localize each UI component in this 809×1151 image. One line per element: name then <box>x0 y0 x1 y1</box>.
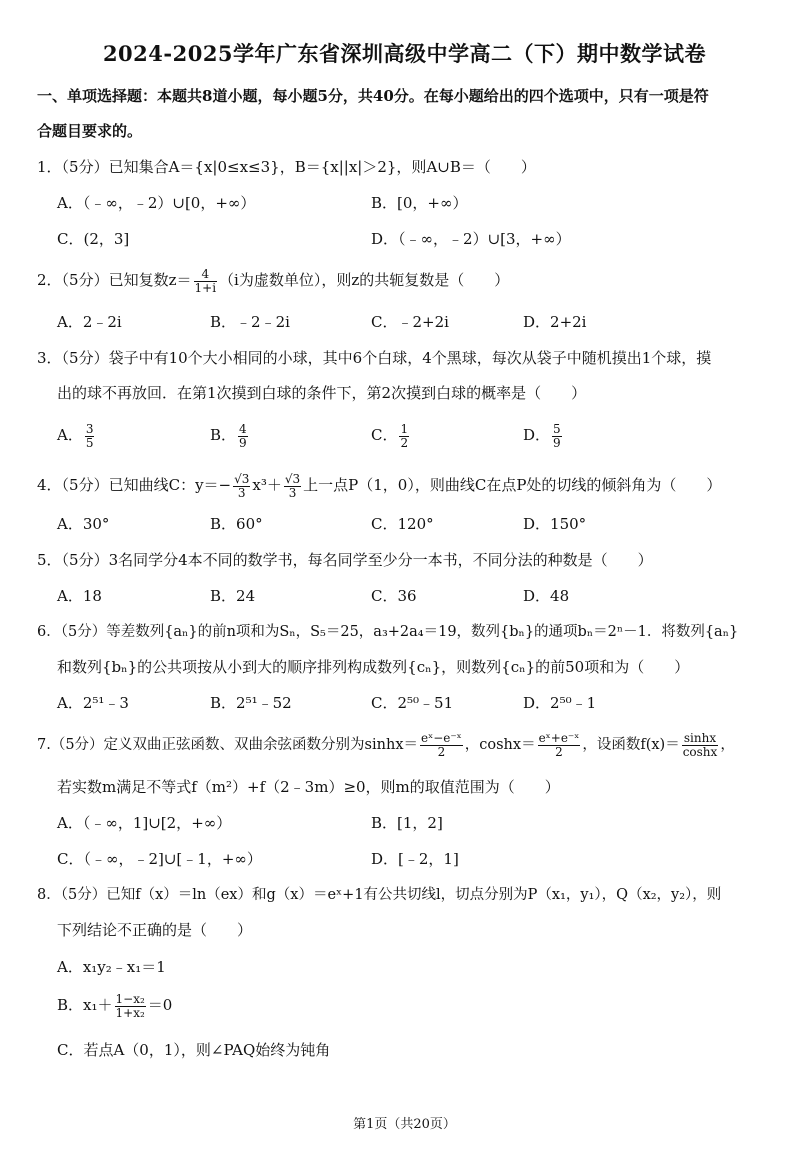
q4-frac2-num: √3 <box>284 471 301 486</box>
q6-stem-line2: 和数列{bₙ}的公共项按从小到大的顺序排列构成数列{cₙ}，则数列{cₙ}的前50项和为（ ） <box>57 658 690 676</box>
q3-c-den: 2 <box>400 435 409 450</box>
q7-option-c: C．（﹣∞，﹣2]∪[﹣1，+∞） <box>57 850 262 868</box>
q6-option-a: A．2⁵¹﹣3 <box>57 694 129 712</box>
q3-b-den: 9 <box>239 435 247 450</box>
q6-stem-line1: 6．（5分）等差数列{aₙ}的前n项和为Sₙ，S₅＝25，a₃+2a₄＝19，数列{bₙ}的通项bₙ＝2ⁿ－1．将数列{aₙ} <box>37 624 739 640</box>
q3-option-b-label: B． <box>210 426 237 444</box>
q3-option-c-label: C． <box>371 426 398 444</box>
q8-stem-line2: 下列结论不正确的是（ ） <box>57 921 253 939</box>
q2-stem <box>37 265 509 295</box>
q3-a-num: 3 <box>85 421 94 436</box>
q7-frac1-den: 2 <box>437 744 446 759</box>
q2-option-a: A．2﹣2i <box>57 313 122 331</box>
q1-stem: 1．（5分）已知集合A＝{x|0≤x≤3}，B＝{x||x|＞2}，则A∪B＝（ ） <box>37 158 536 176</box>
q8-stem-line1: 8．（5分）已知f（x）＝ln（ex）和g（x）＝eˣ+1有公共切线l，切点分别为P（x₁，y₁），Q（x₂，y₂），则 <box>37 887 722 903</box>
q4-stem <box>37 470 721 500</box>
q4-option-b: B．60° <box>210 515 263 533</box>
page-title: 2024-2025学年广东省深圳高级中学高二（下）期中数学试卷 <box>102 41 707 66</box>
q6-option-b: B．2⁵¹﹣52 <box>210 694 292 712</box>
q3-a-den: 5 <box>85 435 94 450</box>
q7-frac1-num: eˣ−e⁻ˣ <box>421 730 462 745</box>
q7-stem <box>37 730 735 760</box>
q4-stem-mid: x³＋ <box>252 476 282 494</box>
q7-stem-mid: ，coshx＝ <box>464 737 536 753</box>
q8-option-b-pre: B．x₁＋ <box>57 996 113 1014</box>
q4-frac1-den: 3 <box>237 485 246 500</box>
q7-stem-mid2: ，设函数f(x)＝ <box>582 737 680 753</box>
q7-frac2-num: eˣ+e⁻ˣ <box>538 730 580 745</box>
q8-option-b-post: ＝0 <box>147 996 173 1014</box>
section-header-line2: 合题目要求的。 <box>37 122 143 140</box>
q7-frac2-den: 2 <box>555 744 563 759</box>
q6-option-d: D．2⁵⁰﹣1 <box>523 694 597 712</box>
q4-frac2-den: 3 <box>288 485 297 500</box>
q4-option-a: A．30° <box>57 515 110 533</box>
q7-stem-line2: 若实数m满足不等式f（m²）+f（2﹣3m）≥0，则m的取值范围为（ ） <box>57 778 560 796</box>
q7-option-b: B．[1，2] <box>371 814 443 832</box>
q3-option-b <box>210 420 250 450</box>
q2-stem-post: （i为虚数单位），则z的共轭复数是（ ） <box>219 271 510 289</box>
q2-fraction <box>194 268 218 295</box>
q5-option-d: D．48 <box>523 587 570 605</box>
q8-option-a: A．x₁y₂﹣x₁＝1 <box>57 958 166 976</box>
q4-stem-post: 上一点P（1，0），则曲线C在点P处的切线的倾斜角为（ ） <box>303 476 722 494</box>
q3-option-a <box>57 420 96 450</box>
q4-stem-pre: 4．（5分）已知曲线C：y＝− <box>37 476 232 494</box>
q7-frac3-den: coshx <box>682 744 718 759</box>
q1-option-b: B．[0，+∞） <box>371 194 468 212</box>
q7-stem-post: ， <box>720 737 735 753</box>
q3-b-num: 4 <box>239 421 247 436</box>
q2-stem-pre: 2．（5分）已知复数z＝ <box>37 271 192 289</box>
q3-c-num: 1 <box>400 421 409 436</box>
q2-frac-den: 1+i <box>194 280 217 295</box>
q7-option-a: A．（﹣∞，1]∪[2，+∞） <box>57 814 232 832</box>
q5-option-c: C．36 <box>371 587 417 605</box>
q2-frac-num: 4 <box>194 268 218 282</box>
q5-stem: 5．（5分）3名同学分4本不同的数学书，每名同学至少分一本书，不同分法的种数是（ ） <box>37 551 653 569</box>
q3-stem-line1: 3．（5分）袋子中有10个大小相同的小球，其中6个白球，4个黑球，每次从袋子中随机摸出1个球，摸 <box>37 349 712 367</box>
q4-frac1-num: √3 <box>234 471 250 486</box>
q8-b-num: 1−x₂ <box>115 991 145 1006</box>
q7-frac3-num: sinhx <box>682 732 719 746</box>
q8-b-den: 1+x₂ <box>115 1005 145 1020</box>
q1-option-c: C．(2，3] <box>57 230 130 248</box>
q2-option-c: C．﹣2+2i <box>371 313 449 331</box>
page-footer: 第1页（共20页） <box>353 1117 456 1132</box>
q5-option-b: B．24 <box>210 587 256 605</box>
section-header-line1: 一、单项选择题：本题共8道小题，每小题5分，共40分。在每小题给出的四个选项中，只有一项是符 <box>37 87 709 105</box>
q6-option-c: C．2⁵⁰﹣51 <box>371 694 454 712</box>
q4-option-c: C．120° <box>371 515 434 533</box>
q3-d-den: 9 <box>553 435 561 450</box>
q2-option-b: B．﹣2﹣2i <box>210 313 290 331</box>
q7-option-d: D．[﹣2，1] <box>371 850 459 868</box>
q3-option-a-label: A． <box>57 426 83 444</box>
q8-option-c: C．若点A（0，1），则∠PAQ始终为钝角 <box>57 1041 331 1059</box>
q3-option-c <box>371 420 411 450</box>
q3-option-d-label: D． <box>523 426 551 444</box>
q4-option-d: D．150° <box>523 515 587 533</box>
q3-option-d <box>523 420 564 450</box>
q1-option-a: A．（﹣∞，﹣2）∪[0，+∞） <box>57 194 256 212</box>
q2-option-d: D．2+2i <box>523 313 587 331</box>
q5-option-a: A．18 <box>57 587 102 605</box>
q7-stem-pre: 7.（5分）定义双曲正弦函数、双曲余弦函数分别为sinhx＝ <box>37 737 418 753</box>
q3-d-num: 5 <box>553 421 561 436</box>
q3-stem-line2: 出的球不再放回．在第1次摸到白球的条件下，第2次摸到白球的概率是（ ） <box>57 384 587 402</box>
q1-option-d: D．（﹣∞，﹣2）∪[3，+∞） <box>371 230 571 248</box>
q8-option-b <box>57 990 172 1020</box>
